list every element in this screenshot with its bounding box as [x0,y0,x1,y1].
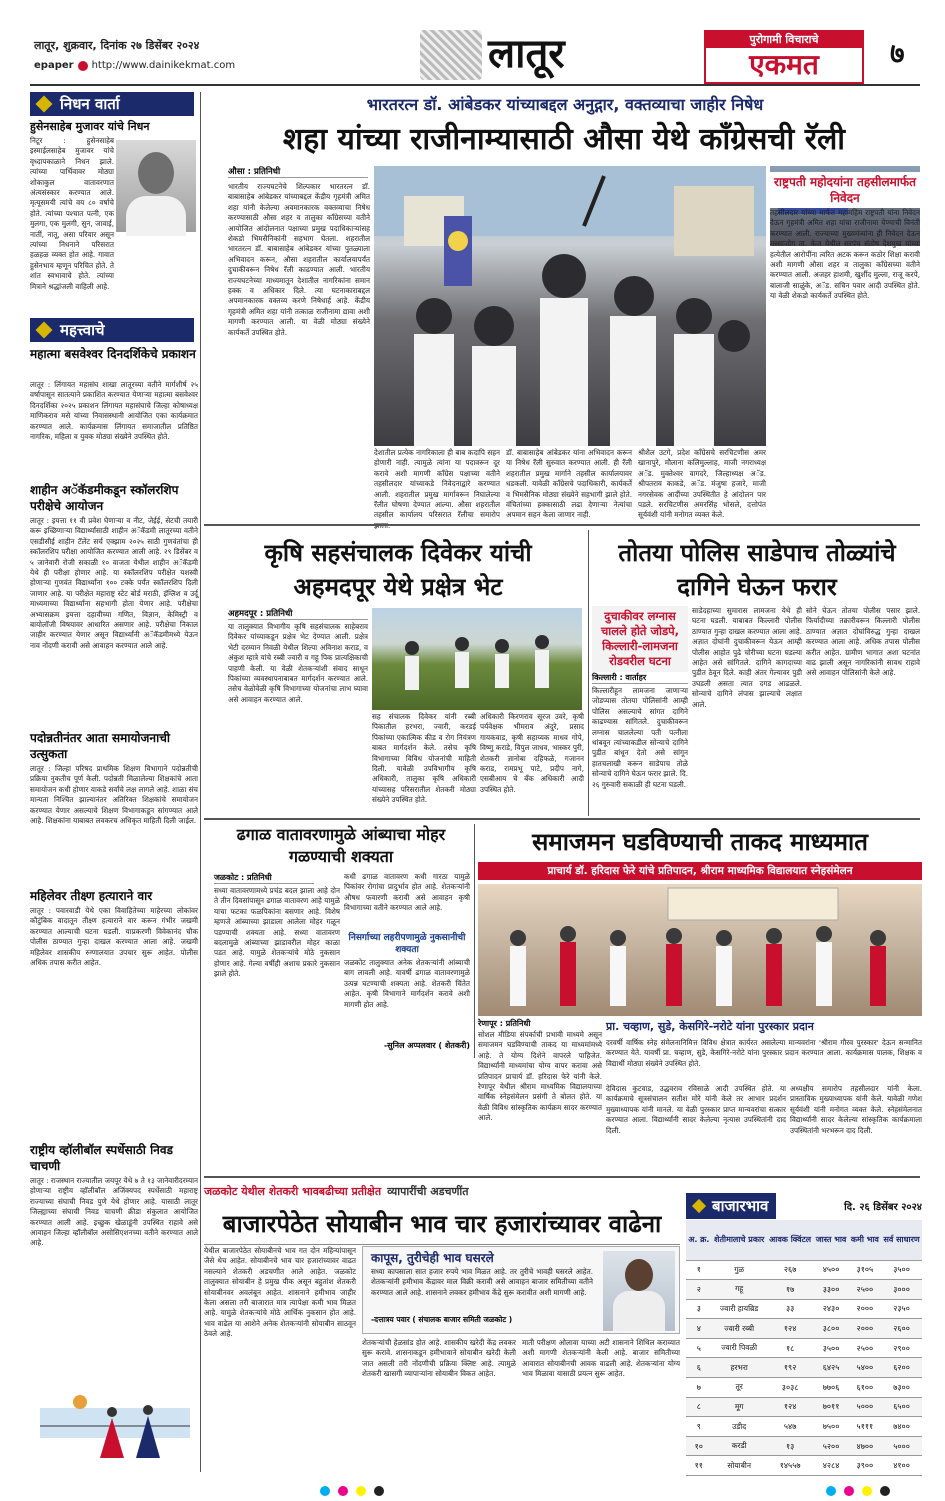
dot-m [844,1486,854,1496]
market-table-row [686,1456,922,1476]
lead-byline: औसा : प्रतिनिधी [228,166,368,178]
market-cell: ११ [686,1456,712,1476]
theft-byline: किल्लारी : वार्ताहर [592,672,688,684]
market-cell: १८ [767,1338,814,1358]
market-cell: ४२८४ [813,1456,848,1476]
market-cell: ज्वारी पिवळी [712,1338,767,1358]
paper-logo [704,30,864,84]
dot-y [862,1486,872,1496]
market-cell: ८ [686,1397,712,1417]
market-banner-label: बाजारभाव [712,1197,769,1215]
col-arrival: आवक क्विंटल [767,1220,814,1260]
dot-m [338,1486,348,1496]
mango-subheading: निसर्गाच्या लहरीपणामुळे नुकसानीची शक्यता [348,933,466,955]
market-cell: करडी [712,1436,767,1456]
soy-box-photo [603,1251,675,1331]
market-table-row [686,1358,922,1378]
market-cell: ३५०० [813,1338,848,1358]
dot-c [826,1486,836,1496]
story-shaheen-body: लातूर : इयत्ता ११ वी प्रवेश घेणाऱ्या व नीट, जेईई, सेटची तयारी करू इच्छिणाऱ्या विद्यार्थ्यांसाठी शाहीन अॅकॅडमी लातूरच्या वतीने एसडीसीई शाहीन टॅलेंट सर्च एक्झाम २०२५ साठी गुणवंतांचा ही स्कॉलरशिप परीक्षा आयोजित करण्यात आली आहे. २९ डिसेंबर व ५ जानेवारी रोजी सकाळी १० वाजता येथील शाहीन अॅकॅडमी येथे ही परीक्षा होणार आहे. या स्कॉलरशिप परीक्षेत यशस्वी होणाऱ्या गुणवंत विद्यार्थ्यांना १०० टक्के पर्यंत स्कॉलरशिप दिली जाणार आहे. या परीक्षेत महाराष्ट्र स्टेट बोर्ड मराठी, इंग्लिश व उर्दू माध्यमाच्या विद्यार्थ्यांना सहभागी होता येणार आहे. परीक्षेचा अभ्यासक्रम इयत्ता दहावीच्या गणित, विज्ञान, केमिस्ट्री व बायोलॉजी विषयावर आधारित असणार आहे. परीक्षेचा निकाल जाहीर करण्यात येणार असून विद्यार्थ्यांनी अॅकॅडमीमध्ये येऊन नाव नोंदणी करावी असे आवाहन करण्यात आले आहे. [30,516,198,650]
market-cell: २५०० [849,1280,881,1300]
market-cell: ५००० [881,1436,922,1456]
dot-y [356,1486,366,1496]
market-cell: ६५०० [881,1397,922,1417]
market-cell: ५००० [849,1397,881,1417]
market-table-row [686,1280,922,1300]
site-url[interactable]: http://www.dainikekmat.com [91,60,236,71]
lead-body-2: देशातील प्रत्येक नागरिकाला ही बाब कदापि सहन होणारी नाही. त्यामुळे त्यांना या पदावरून दूर करावे अशी मागणी काँग्रेस पक्षाच्या वतीने तहसीलदार यांच्याकडे निवेदनाद्वारे करण्यात आली. शहरातील प्रमुख मार्गावरून निघालेल्या रॅलीत घोषणा देण्यात आल्या. औसा शहरातील तहसील कार्यालय परिसरात रॅलीचा समारोप [374,448,500,520]
social-byline: रेणापूर : प्रतिनिधी [478,1019,531,1028]
market-table-row [686,1299,922,1319]
market-cell: ७७०६ [813,1378,848,1398]
volleyball-illustration [40,1388,190,1468]
market-cell: ४७०० [849,1436,881,1456]
market-cell: ४ [686,1319,712,1339]
story-basaveshwar-title: महात्मा बसवेश्वर दिनदर्शिकेचे प्रकाशन [30,347,196,361]
lead-rally-photo [374,166,766,446]
agri-body-3: अधिकारी किरणराव सूरज उवरे, कृषी पर्यवेक्षक भीमराव अंदुरे, प्रसाद गायकवाड, कृषी सहाय्यक माधव गोपे, विष्णु कराडे, विपुल जाधव, भास्कर पुरी, शेतकरी ज्ञानोबा दहिफळे, गजानन कराड, रामप्रभू पाटे, प्रदीप नागे, एसबीआय चे बँक अधिकारी आदी उपस्थित होते. [480,712,584,794]
social-body-2: दरवर्षी वार्षिक स्नेह संमेलनानिमित्त विविध क्षेत्रात कार्यरत असलेल्या मान्यवरांना 'श्रीराम गौरव पुरस्कार' देऊन सन्मानित करण्यात येते. यावर्षी प्रा. चव्हाण, सुडे, केसगिरे-नरोटे यांना पुरस्कार प्रदान करण्यात आला. कार्यक्रमास पालक, शिक्षक व विद्यार्थी मोठ्या संख्येने उपस्थित होते. [606,1038,922,1068]
market-cell: ३३०० [813,1280,848,1300]
market-cell: १३ [767,1436,814,1456]
soy-box-title: कापूस, तुरीचेही भाव घसरले [371,1251,494,1265]
soy-kicker-2: व्यापारींची अडचणींत [387,1184,469,1198]
market-cell: गुळ [712,1260,767,1280]
agri-headline: कृषि सहसंचालक दिवेकर यांची अहमदपूर येथे प्रक्षेत्र भेट [264,539,532,601]
market-cell: ६१०० [849,1378,881,1398]
story-volleyball-title: राष्ट्रीय व्हॉलीबॉल स्पर्धेसाठी निवड चाचणी [30,1143,173,1173]
market-cell: ६४२५ [813,1358,848,1378]
market-table-row [686,1378,922,1398]
agri-theft-rule [588,530,589,816]
market-cell: ३००० [881,1280,922,1300]
soy-box-signoff: -दत्तात्रय पवार ( संचालक बाजार समिती जळकोट ) [371,1315,513,1324]
masthead-rule [30,84,920,86]
market-cell: २६७ [767,1260,814,1280]
dateline: लातूर, शुक्रवार, दिनांक २७ डिसेंबर २०२४ [34,39,200,52]
mango-headline: ढगाळ वातावरणामुळे आंब्याचा मोहर गळण्याची शक्यता [236,825,446,866]
lead-body-4: श्रीशैल उटगे, प्रदेश काँग्रेसचे सरचिटणीस अमर खानापुरे, मौलाना कलिमुल्लाह, माजी नगराध्यक्ष अॅड. मुक्तेश्वर वागदरे, जिल्हाध्यक्ष अॅड. श्रीपतराव काकडे, अॅड. मंजुषा हजारे, माजी नगरसेवक आदींच्या उपस्थितीत हे आंदोलन पार पडले. सरचिटणीस अमरसिंह भोसले, दत्तोपंत सूर्यवंशी यांनी मनोगत व्यक्त केले. [638,448,766,520]
market-cell: ७४०० [881,1417,922,1437]
soy-box-body: सध्या कापसाला सात हजार रुपये भाव मिळत आहे. तर तुरीचे भावही घसरले आहेत. शेतकऱ्यांनी हमीभाव केंद्रावर माल विक्री करावी असे आवाहन बाजार समितीच्या वतीने करण्यात आले आहे. शासनाने लवकर हमीभाव केंद्रे सुरू करावीत अशी मागणी आहे. [371,1267,593,1297]
soy-body-1: येथील बाजारपेठेत सोयाबीनचे भाव गत दोन महिन्यांपासून जैसे थेच आहेत. सोयाबीनचे भाव चार हजारांच्यावर वाढत नसल्याने शेतकरी अडचणीत आले आहेत. जळकोट तालुक्यात सोयाबीन हे प्रमुख पीक असून बहुतांश शेतकरी सोयाबीनवर अवलंबून आहेत. शासनाने हमीभाव जाहीर केला असला तरी बाजारात मात्र त्यापेक्षा कमी भाव मिळत आहे. यामुळे शेतकऱ्यांचे मोठे आर्थिक नुकसान होत आहे. भाव वाढेल या आशेने अनेक शेतकऱ्यांनी सोयाबीन साठवून ठेवले आहे. [204,1246,356,1339]
market-cell: १० [686,1436,712,1456]
col-serial: अ. क्र. [686,1220,712,1260]
social-event-photo [478,884,922,1016]
market-banner [686,1193,776,1219]
soy-headline: बाजारपेठेत सोयाबीन भाव चार हजारांच्यावर वाढेना [204,1204,680,1245]
mango-signoff: -सुनिल अप्पलवार ( शेतकरी) [383,1041,470,1050]
lead-body-1: भारतीय राज्यघटनेचे शिल्पकार भारतरत्न डॉ. बाबासाहेब आंबेडकर यांच्याबद्दल केंद्रीय गृहमंत्री अमित शहा यांनी केलेल्या अवमानकारक वक्तव्याचा निषेध करण्यासाठी औसा शहर व तालुका काँग्रेसच्या वतीने आयोजित आंदोलनात पक्षाच्या प्रमुख पदाधिकाऱ्यांसह शेकडो भिमसैनिकांनी सहभाग घेतला. शहरातील भारतरत्न डॉ. बाबासाहेब आंबेडकर यांच्या पुतळ्याला अभिवादन करून, औसा शहरातील कार्यालयापर्यंत दुचाकीवरून निषेध रॅली काढण्यात आली. भारतीय राज्यघटनेच्या माध्यमातून देशातील नागरिकांना समान हक्क व अधिकार दिले. त्या घटनाकाराबद्दल अपमानकारक वक्तव्य करणे निषेधार्ह आहे. केंद्रीय गृहमंत्री अमित शहा यांनी तत्काळ राजीनामा द्यावा अशी मागणी करण्यात आली. या वेळी मोठ्या संख्येने कार्यकर्ते उपस्थित होते. [228,182,370,337]
dot-c [320,1486,330,1496]
masthead [0,0,945,90]
market-cell: १४५५७ [767,1456,814,1476]
obit-banner-label: निधन वार्ता [60,95,120,113]
market-cell: १२४ [767,1319,814,1339]
market-table-row [686,1319,922,1339]
mango-body-2: कधी ढगाळ वातावरण कधी गारठा यामुळे पिकांवर रोगांचा प्रादुर्भाव होत आहे. शेतकऱ्यांनी औषध फवारणी करावी असे आवाहन कृषी विभागाच्या वतीने करण्यात आले आहे. [344,872,470,913]
url-line[interactable] [34,60,235,71]
market-cell: २ [686,1280,712,1300]
registration-dots-left [320,1486,384,1496]
market-cell: ५२०० [813,1436,848,1456]
paper-name: एकमत [749,48,819,81]
market-table-row [686,1436,922,1456]
market-cell: २५०० [849,1338,881,1358]
market-cell: ३८०० [813,1319,848,1339]
registration-dots-right [826,1486,890,1496]
soy-kicker: जळकोट येथील शेतकरी भावबढीच्या प्रतीक्षेत [204,1184,382,1198]
market-cell: ५४०० [849,1358,881,1378]
market-date: दि. २६ डिसेंबर २०२४ [844,1202,922,1213]
market-cell: ३३ [767,1299,814,1319]
market-table-row [686,1338,922,1358]
market-cell: २००० [849,1299,881,1319]
market-cell: गहू [712,1280,767,1300]
dot-k [880,1486,890,1496]
obit-title: हुसेनसाहेब मुजावर यांचे निधन [30,120,150,133]
story-attack-title: महिलेवर तीक्ष्ण हत्याराने वार [30,889,153,903]
agri-body-1: या तालुक्यात विभागीय कृषि सहसंचालक साहेबराव दिवेकर यांच्याकडून प्रक्षेत्र भेट देण्यात आली. प्रक्षेत्र भेटी दरम्यान निवळी येथील शिल्पा अविनाश कराड, व अंकुश म्हात्रे यांचे रब्बी ज्वारी व गहू पिक प्रात्यक्षिकाची पाहणी केली. या वेळी शेतकऱ्यांशी संवाद साधून पिकांच्या व्यवस्थापनाबाबत मार्गदर्शन करण्यात आले. तसेच वेळोवेळी कृषि विभागाच्या योजनांचा लाभ घ्यावा असे आवाहन करण्यात आले. [228,622,368,704]
lead-headline: शहा यांच्या राजीनाम्यासाठी औसा येथे काँग्रेसची रॅली [282,122,846,157]
lead-sidebox-body: तहसीलदार यांच्या मार्फत महामहिम राष्ट्रपती यांना निवेदन देऊन गृहमंत्री अमित शहा यांचा राजीनामा घेण्याची विनंती करण्यात आली. राज्याच्या मुख्यमंत्र्यांना ही निवेदन देऊन मस्साजोग ता. केज येथील सरपंच संतोष देशमुख यांच्या हत्येतील आरोपींना त्वरित अटक करून कठोर शिक्षा करावी अशी मागणी औसा शहर व तालुका काँग्रेसच्या वतीने करण्यात आली. अजहर हाशमी, खुर्शीद मुल्ला, राजू करपे, बालाजी साळुंके, अॅड. सचिन पवार आदी उपस्थित होते. या वेळी शेकडो कार्यकर्ते उपस्थित होते. [770,208,920,301]
social-body-4: अध्यक्षीय समारोप तहसीलदार यांनी केला. प्रास्ताविक मुख्याध्यापक यांनी केले. यावेळी गणेश सूर्यवंशी यांनी मनोगत व्यक्त केले. स्नेहसंमेलनात विद्यार्थ्यांनी सादर केलेल्या सांस्कृतिक कार्यक्रमाला उपस्थितांनी भरभरून दाद दिली. [790,1084,922,1135]
market-table [686,1220,922,1476]
social-award-heading: प्रा. चव्हाण, सुडे, केसगिरे-नरोटे यांना पुरस्कार प्रदान [606,1020,814,1033]
market-cell: २६०० [881,1319,922,1339]
diamond-icon [36,96,53,113]
market-cell: उडीद [712,1417,767,1437]
theft-body-1: किल्लारीहून लामजना जाणाऱ्या जोडप्यास तोतया पोलिसांनी आम्ही पोलिस असल्याचे सांगत दागिने काढण्यास सांगितले. दुचाकीवरून लग्नास चाललेल्या पती पत्नीला थांबवून त्यांच्याकडील सोन्याचे दागिने पुडीत बांधून देतो असे सांगून हातचलाखी करून साडेपाच तोळे सोन्याचे दागिने घेऊन फरार झाले. दि. २६ गुरुवारी सकाळी ही घटना घडली. [592,686,689,789]
obit-banner [30,92,194,116]
story-volleyball-body: लातूर : राजस्थान राज्यातील जयपूर येथे ७ ते १३ जानेवारीदरम्यान होणाऱ्या राष्ट्रीय व्हॉलीबॉल अजिंक्यपद स्पर्धेसाठी महाराष्ट्र राज्याच्या संघाची निवड पुणे येथे होणार आहे. यासाठी लातूर जिल्ह्याच्या संघाची निवड चाचणी क्रीडा संकुलात आयोजित करण्यात आली आहे. इच्छुक खेळाडूंनी उपस्थित राहावे असे आवाहन जिल्हा व्हॉलीबॉल असोसिएशनच्या वतीने करण्यात आले आहे. [30,1176,198,1248]
market-cell: तूर [712,1378,767,1398]
market-cell: ३०३८ [767,1378,814,1398]
lead-sidebox-title: राष्ट्रपती महोदयांना तहसीलमार्फत निवेदन [770,172,920,208]
market-cell: ६ [686,1358,712,1378]
market-cell: १९२ [767,1358,814,1378]
market-cell: १२४ [767,1397,814,1417]
diamond-icon [36,322,53,339]
mid-rule [204,818,920,820]
market-cell: हरभरा [712,1358,767,1378]
market-cell: ५१११ [849,1417,881,1437]
story-attack-body: लातूर : पवारवाडी येथे एका विवाहितेच्या माहेरच्या लोकांवर कौटुंबिक वादातून तीक्ष्ण हत्याराने वार करून गंभीर जखमी करण्यात आल्याची घटना घडली. याप्रकरणी विवेकानंद चौक पोलीस ठाण्यात गुन्हा दाखल करण्यात आला आहे. जखमी महिलेवर शासकीय रुग्णालयात उपचार सुरू आहेत. पोलीस अधिक तपास करीत आहेत. [30,906,198,968]
market-cell: ७५०० [813,1417,848,1437]
market-cell: ३९०० [849,1456,881,1476]
lead-sidebox [770,166,920,522]
market-cell: ९ [686,1417,712,1437]
dot-k [374,1486,384,1496]
market-cell: १ [686,1260,712,1280]
market-cell: ३१०५ [849,1260,881,1280]
soy-body-3: माती परीक्षण ओलावा याच्या अटी शासनाने शिथिल कराव्यात अशी मागणी शेतकऱ्यांनी केली आहे. बाजार समितीच्या आवारात सोयाबीनची आवक वाढली आहे. शेतकऱ्यांना योग्य भाव मिळावा यासाठी प्रयत्न सुरू आहेत. [522,1338,680,1379]
city-logo-icon [420,30,482,80]
market-cell: १७ [767,1280,814,1300]
important-banner-label: महत्त्वाचे [60,321,105,339]
market-table-row [686,1417,922,1437]
site-label: epaper [34,60,74,71]
lead-rule [204,524,920,526]
market-cell: २३५० [881,1299,922,1319]
agri-byline: अहमदपूर : प्रतिनिधी [228,608,368,620]
col-commodity: शेतीमालाचे प्रकार [712,1220,767,1260]
soy-kicker-bar [204,1180,680,1202]
obit-photo [116,140,196,232]
mango-byline: जळकोट : प्रतिनिधी [214,872,314,884]
diamond-icon [692,1199,706,1213]
theft-body-3: सोने घेऊन तोतया पोलीस पसार झाले. फिर्यादीच्या तक्रारीवरून किल्लारी पोलीस ठाण्यात अज्ञात दोघांविरुद्ध गुन्हा दाखल करण्यात आला आहे. अधिक तपास पोलीस करीत आहेत. ग्रामीण भागात अशा घटनांत वाढ झाली असून नागरिकांनी सावध राहावे असे आवाहन पोलिसांनी केले आहे. [806,606,920,678]
market-table-row [686,1397,922,1417]
lead-body-3: डॉ. बाबासाहेब आंबेडकर यांना अभिवादन करून या निषेध रॅली सुरुवात करण्यात आली. ही रॅली शहरातील प्रमुख मार्गाने तहसील कार्यालयावर धडकली. यावेळी काँग्रेसचे पदाधिकारी, कार्यकर्ते व भिमसैनिक मोठ्या संख्येने सहभागी झाले होते. वंचितांच्या हक्कासाठी लढा देणाऱ्या नेत्यांचा अपमान सहन केला जाणार नाही. [506,448,632,520]
left-column-rule [200,92,201,1472]
social-body-1: सोशल मीडिया संपर्काची प्रभावी माध्यमे असून समाजमन घडविण्याची ताकद या माध्यमांमध्ये आहे. ते योग्य दिशेने वापरले पाहिजेत. विद्यार्थ्यांनी माध्यमांचा योग्य वापर करावा असे प्रतिपादन प्राचार्य डॉ. हरिदास फेरे यांनी केले. रेणापूर येथील श्रीराम माध्यमिक विद्यालयाच्या वार्षिक स्नेहसंमेलन प्रसंगी ते बोलत होते. या वेळी विविध सांस्कृतिक कार्यक्रम सादर करण्यात आले. [478,1030,602,1123]
soy-body-2: शेतकऱ्यांची हेळसांड होत आहे. शासकीय खरेदी केंद्र लवकर सुरू करावे. शासनाकडून हमीभावाने सोयाबीन खरेदी केली जात असली तरी नोंदणीची प्रक्रिया क्लिष्ट आहे. त्यामुळे शेतकरी खासगी व्यापाऱ्यांना सोयाबीन विकत आहेत. [362,1338,516,1379]
market-cell: ज्वारी हायब्रिड [712,1299,767,1319]
soy-box [362,1246,680,1334]
market-cell: मूग [712,1397,767,1417]
mango-body-1: सध्या वातावरणामध्ये प्रचंड बदल झाला आहे दोन ते तीन दिवसांपासून ढगाळ वातावरण आहे यामुळे याचा फटका फळपिकांना बसणार आहे. विशेष म्हणजे आंब्याच्या झाडाला आलेला मोहर गळून पडण्याची शक्यता आहे. सध्या वातावरण बदलामुळे आंब्याच्या झाडावरील मोहर काळा पडत आहे. यामुळे शेतकऱ्यांचे मोठे नुकसान होणार आहे. गेल्या वर्षीही अशाच प्रकारे नुकसान झाले होते. [214,886,340,979]
market-cell: ३५०० [881,1260,922,1280]
col-avg: सर्व साधारण [881,1220,922,1260]
market-cell: ५४७ [767,1417,814,1437]
market-cell: ७३०० [881,1378,922,1398]
market-cell: २००० [849,1319,881,1339]
market-cell: ज्वारी रब्बी [712,1319,767,1339]
market-cell: ५ [686,1338,712,1358]
link-icon [78,61,88,71]
mango-rule [474,824,475,1058]
agri-field-photo [372,608,582,710]
social-subheading: प्राचार्य डॉ. हरिदास फेरे यांचे प्रतिपादन, श्रीराम माध्यमिक विद्यालयात स्नेहसंमेलन [478,862,922,880]
market-cell: ७ [686,1378,712,1398]
story-promotion-title: पदोन्नतीनंतर आता समायोजनाची उत्सुकता [30,731,170,761]
theft-headline: तोतया पोलिस साडेपाच तोळ्यांचे दागिने घेऊन फरार [618,539,896,601]
agri-body-2: सह संचालक दिवेकर यांनी रब्बी पिकातील हरभरा, ज्वारी, करडई पिकांच्या एकात्मिक कीड व रोग नियंत्रण बाबत मार्गदर्शन केले. तसेच कृषि विभागाच्या विविध योजनांची माहिती दिली. यावेळी उपविभागीय कृषि अधिकारी, तालुका कृषि अधिकारी यांच्यासह परिसरातील शेतकरी मोठ्या संख्येने उपस्थित होते. [372,712,476,805]
theft-subheading: दुचाकीवर लग्नास चालले होते जोडपे, किल्लारी-लामजना रोडवरील घटना [592,606,688,672]
important-banner [30,318,194,342]
col-min: कमी भाव [849,1220,881,1260]
story-promotion-body: लातूर : जिल्हा परिषद प्राथमिक शिक्षण विभागाने पदोन्नतीची प्रक्रिया नुकतीच पूर्ण केली. पदोन्नती मिळालेल्या शिक्षकांचे आता समायोजन कधी होणार याकडे सर्वांचे लक्ष लागले आहे. शाळा संच मान्यता निश्चित झाल्यानंतर अतिरिक्त शिक्षकांचे समायोजन करण्यात येणार असल्याचे शिक्षण विभागाकडून सांगण्यात आले आहे. शिक्षकांना याबाबत लवकरच अधिकृत माहिती दिली जाईल. [30,764,198,826]
market-header [686,1192,922,1220]
col-max: जास्त भाव [813,1220,848,1260]
theft-body-2: साडेदहाच्या सुमारास लामजना येथे ही घटना घडली. याबाबत किल्लारी पोलीस ठाण्यात गुन्हा दाखल करण्यात आला आहे. अज्ञात दोघांनी दुचाकीवरून येऊन आम्ही पोलीस आहोत पुढे चोरीच्या घटना घडल्या आहेत असे सांगितले. दागिने कागदाच्या पुडीत ठेवून दिले. काही अंतर गेल्यावर पुडी उघडली असता त्यात दगड आढळले. सोन्याचे दागिने लंपास झाल्याचे लक्षात आले. [692,606,802,709]
market-table-row [686,1260,922,1280]
mango-body-3: जळकोट तालुक्यात अनेक शेतकऱ्यांनी आंब्याची बाग लावली आहे. यावर्षी ढगाळ वातावरणामुळे उत्पन्न घटण्याची शक्यता आहे. शेतकरी चिंतेत आहेत. कृषी विभागाने मार्गदर्शन करावे अशी मागणी होत आहे. [344,958,470,1009]
market-cell: ४१०० [881,1456,922,1476]
page-number: ७ [890,37,905,70]
tagline: पुरोगामी विचाराचे [706,32,862,48]
lead-kicker: भारतरत्न डॉ. आंबेडकर यांच्याबद्दल अनुद्गार, वक्तव्याचा जाहीर निषेध [366,95,764,114]
social-body-3: देविदास कुटवाड, उद्धवराव रविसाळे आदी उपस्थित होते. या कार्यक्रमाचे सूत्रसंचालन सतीश मोरे यांनी केले तर आभार प्रदर्शन मुख्याध्यापक यांनी मानले. या वेळी पुरस्कार प्राप्त मान्यवरांचा सत्कार करण्यात आला. विद्यार्थ्यांनी सादर केलेल्या नृत्यास उपस्थितांनी दाद दिली. [606,1084,786,1135]
obit-body: निटूर : हुसेनसाहेब इस्माईलसाहेब मुजावर यांचे वृध्दापकाळाने निधन झाले. त्यांच्या पार्थिवावर मोठ्या शोकाकुल वातावरणात अंत्यसंस्कार करण्यात आले. मृत्यूसमयी त्यांचे वय ८० वर्षाचे होते. त्यांच्या पश्चात पत्नी, एक मुलगा, एक मुलगी, सुन, जावाई, नातीं, नातू, असा परिवार असून त्यांच्या निधनाने परिसरात हळहळ व्यक्त होत आहे. गावात हुसेनभाय म्हणून परिचित होते. ते शांत स्वभावाचे होते. त्यांच्या मित्राने श्रद्धांजली वाहिली आहे. [30,136,114,291]
market-cell: सोयाबीन [712,1456,767,1476]
lower-rule [204,1176,920,1178]
market-cell: ३ [686,1299,712,1319]
market-cell: ६२०० [881,1358,922,1378]
social-headline: समाजमन घडविण्याची ताकद माध्यमात [532,828,868,856]
market-table-header [686,1220,922,1260]
market-panel [686,1192,922,1480]
story-basaveshwar-body: लातूर : लिंगायत महासंघ शाखा लातूरच्या वतीने मार्गशीर्ष २५ वर्षापासून सातत्याने प्रकाशित करण्यात येणाऱ्या महात्मा बसवेश्वर दिनदर्शिका २०२५ प्रकाशन लिंगायत महासंघाचे जिल्हा कोषाध्यक्ष माणिकराव मसे यांच्या निवासस्थानी आयोजित एका कार्यक्रमात करण्यात आले. कार्यक्रमास लिंगायत समाजातील प्रतिष्ठित नागरिक, महिला व युवक मोठ्या संख्येने उपस्थित होते. [30,380,198,442]
market-cell: ४५०० [813,1260,848,1280]
market-cell: २४३० [813,1299,848,1319]
story-shaheen-title: शाहीन अॅकॅडमीकडून स्कॉलरशिप परीक्षेचे आयोजन [30,483,179,513]
market-cell: २९०० [881,1338,922,1358]
city-title: लातूर [488,31,565,77]
market-cell: ७०११ [813,1397,848,1417]
